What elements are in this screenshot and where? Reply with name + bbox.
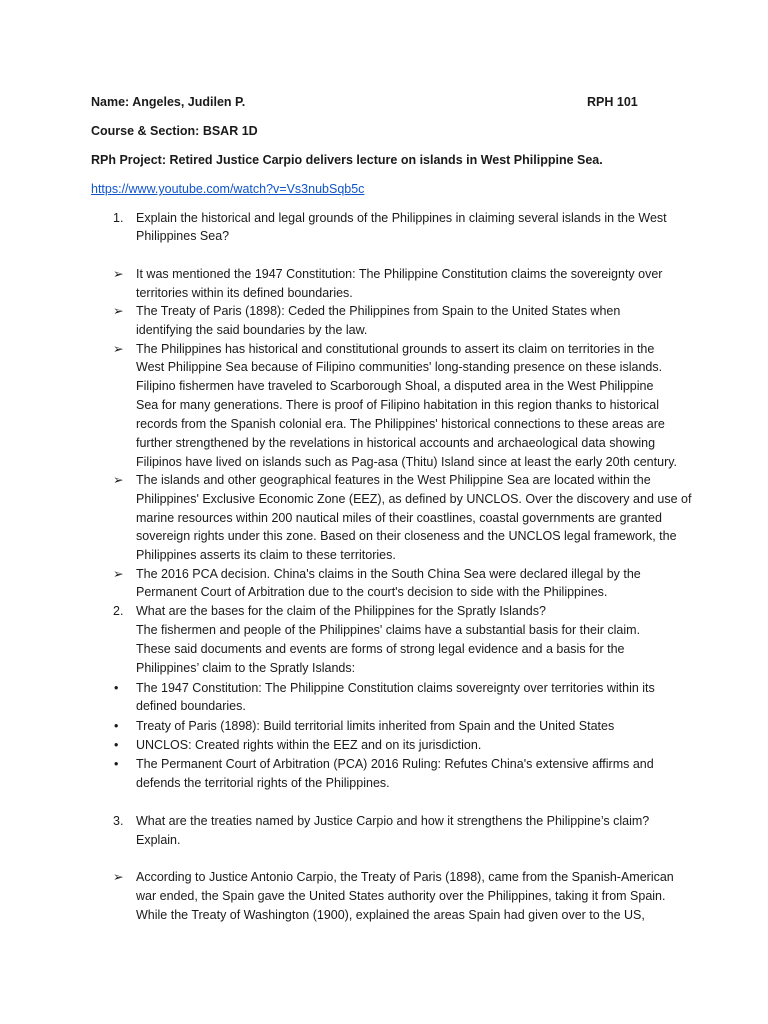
answer-q3-line: According to Justice Antonio Carpio, the Treaty of Paris (1898), came from the Spanish-American	[136, 870, 674, 884]
basis-4-line: The Permanent Court of Arbitration (PCA) 2016 Ruling: Refutes China's extensive affirms and	[136, 757, 654, 771]
project-title: RPh Project: Retired Justice Carpio delivers lecture on islands in West Philippine Sea.	[91, 153, 603, 167]
arrow-bullet-icon: ➢	[113, 473, 124, 487]
bullet-dot-icon: •	[114, 738, 119, 752]
question-number-3: 3.	[113, 814, 124, 828]
answer-2-line: The Treaty of Paris (1898): Ceded the Philippines from Spain to the United States when	[136, 304, 621, 318]
question-2-intro-line: Philippines’ claim to the Spratly Islands:	[136, 661, 356, 675]
arrow-bullet-icon: ➢	[113, 567, 124, 581]
bullet-dot-icon: •	[114, 719, 119, 733]
answer-3-line: Filipinos have lived on islands such as Pag-asa (Thitu) Island since at least the early 20th century.	[136, 455, 678, 469]
question-2-intro-line: The fishermen and people of the Philippines' claims have a substantial basis for their claim.	[136, 623, 641, 637]
answer-4-line: The islands and other geographical features in the West Philippine Sea are located within the	[136, 473, 651, 487]
question-number-2: 2.	[113, 604, 124, 618]
answer-3-line: West Philippine Sea because of Filipino communities' long-standing presence on these islands.	[136, 360, 663, 374]
basis-2-line: Treaty of Paris (1898): Build territorial limits inherited from Spain and the United States	[136, 719, 615, 733]
answer-4-line: marine resources within 200 nautical miles of their coastlines, coastal governments are granted	[136, 511, 662, 525]
answer-3-line: Filipino fishermen have traveled to Scarborough Shoal, a disputed area in the West Philippine	[136, 379, 654, 393]
answer-q3-line: war ended, the Spain gave the United States authority over the Philippines, taking it from Spain.	[136, 889, 666, 903]
basis-1-line: The 1947 Constitution: The Philippine Constitution claims sovereignty over territories within its	[136, 681, 655, 695]
question-3-line: Explain.	[136, 833, 181, 847]
answer-4-line: sovereign rights under this zone. Based on their closeness and the UNCLOS legal framework, the	[136, 529, 677, 543]
answer-q3-line: While the Treaty of Washington (1900), explained the areas Spain had given over to the US,	[136, 908, 645, 922]
question-number-1: 1.	[113, 211, 124, 225]
arrow-bullet-icon: ➢	[113, 870, 124, 884]
question-2-line: What are the bases for the claim of the Philippines for the Spratly Islands?	[136, 604, 546, 618]
answer-3-line: Sea for many generations. There is proof of Filipino habitation in this region thanks to historical	[136, 398, 659, 412]
answer-2-line: identifying the said boundaries by the law.	[136, 323, 368, 337]
subject-code: RPH 101	[587, 95, 638, 109]
question-1-line: Explain the historical and legal grounds of the Philippines in claiming several islands in the West	[136, 211, 667, 225]
answer-3-line: The Philippines has historical and constitutional grounds to assert its claim on territories in the	[136, 342, 655, 356]
basis-4-line: defends the territorial rights of the Philippines.	[136, 776, 390, 790]
answer-1-line: territories within its defined boundaries.	[136, 286, 353, 300]
answer-4-line: Philippines asserts its claim to these territories.	[136, 548, 396, 562]
course-section: Course & Section: BSAR 1D	[91, 124, 258, 138]
arrow-bullet-icon: ➢	[113, 267, 124, 281]
bullet-dot-icon: •	[114, 757, 119, 771]
answer-4-line: Philippines' Exclusive Economic Zone (EEZ), as defined by UNCLOS. Over the discovery and use of	[136, 492, 692, 506]
answer-1-line: It was mentioned the 1947 Constitution: The Philippine Constitution claims the sovereignty over	[136, 267, 663, 281]
basis-1-line: defined boundaries.	[136, 699, 246, 713]
question-2-intro-line: These said documents and events are forms of strong legal evidence and a basis for the	[136, 642, 625, 656]
video-link[interactable]: https://www.youtube.com/watch?v=Vs3nubSqb5c	[91, 182, 365, 196]
bullet-dot-icon: •	[114, 681, 119, 695]
arrow-bullet-icon: ➢	[113, 304, 124, 318]
answer-3-line: records from the Spanish colonial era. The Philippines' historical connections to these areas are	[136, 417, 665, 431]
question-1-line: Philippines Sea?	[136, 229, 230, 243]
answer-5-line: Permanent Court of Arbitration due to the court's decision to side with the Philippines.	[136, 585, 608, 599]
student-name: Name: Angeles, Judilen P.	[91, 95, 246, 109]
answer-3-line: further strengthened by the revelations in historical accounts and archaeological data showing	[136, 436, 656, 450]
basis-3-line: UNCLOS: Created rights within the EEZ and on its jurisdiction.	[136, 738, 482, 752]
arrow-bullet-icon: ➢	[113, 342, 124, 356]
answer-5-line: The 2016 PCA decision. China's claims in the South China Sea were declared illegal by the	[136, 567, 641, 581]
question-3-line: What are the treaties named by Justice Carpio and how it strengthens the Philippine’s claim?	[136, 814, 650, 828]
